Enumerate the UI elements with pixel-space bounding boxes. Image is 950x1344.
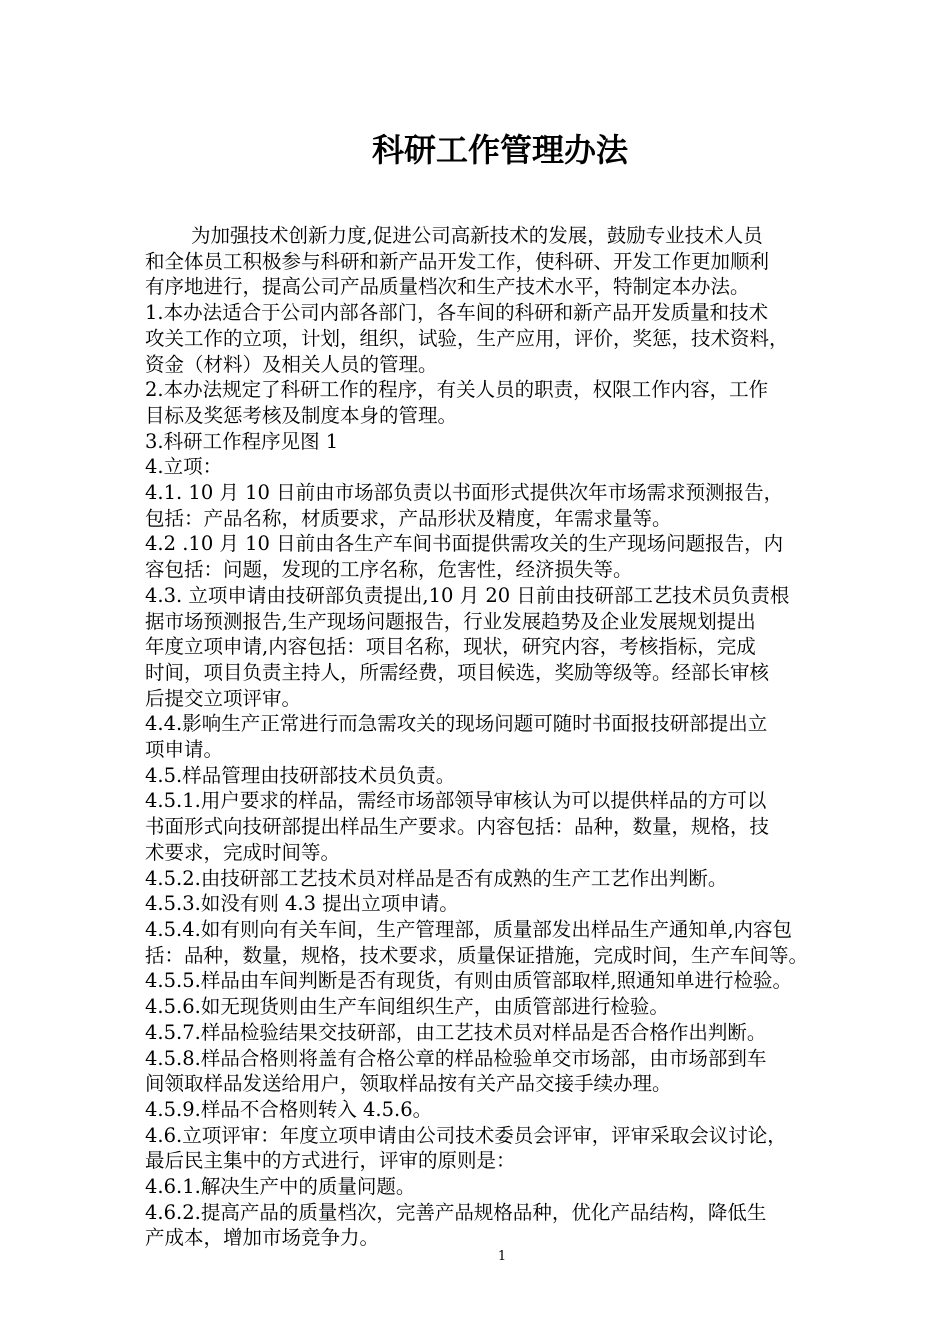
body-line: 4.1. 10 月 10 日前由市场部负责以书面形式提供次年市场需求预测报告， (145, 481, 784, 505)
body-line: 4.5.6.如无现货则由生产车间组织生产，由质管部进行检验。 (145, 995, 669, 1019)
document-body (145, 223, 905, 1251)
body-line: 为加强技术创新力度,促进公司高新技术的发展，鼓励专业技术人员 (191, 224, 763, 247)
body-line: 和全体员工积极参与科研和新产品开发工作，使科研、开发工作更加顺利 (145, 249, 770, 273)
body-line: 4.2 .10 月 10 日前由各生产车间书面提供需攻关的生产现场问题报告，内 (145, 532, 784, 556)
body-line: 4.5.8.样品合格则将盖有合格公章的样品检验单交市场部，由市场部到车 (145, 1046, 767, 1070)
body-line: 4.5.4.如有则向有关车间，生产管理部，质量部发出样品生产通知单,内容包 (145, 917, 793, 941)
body-line: 4.6.2.提高产品的质量档次，完善产品规格品种，优化产品结构，降低生 (145, 1200, 767, 1224)
body-line: 4.5.9.样品不合格则转入 4.5.6。 (145, 1097, 433, 1121)
body-line: 时间，项目负责主持人，所需经费，项目候选，奖励等级等。经部长审核 (145, 660, 770, 684)
body-line: 3.科研工作程序见图 1 (145, 429, 339, 453)
body-line: 4.5.1.用户要求的样品，需经市场部领导审核认为可以提供样品的方可以 (145, 789, 767, 813)
body-line: 4.4.影响生产正常进行而急需攻关的现场问题可随时书面报技研部提出立 (145, 712, 768, 736)
body-line: 据市场预测报告,生产现场问题报告，行业发展趋势及企业发展规划提出 (145, 609, 756, 633)
body-line: 1.本办法适合于公司内部各部门，各车间的科研和新产品开发质量和技术 (145, 301, 769, 325)
body-line: 项申请。 (145, 738, 224, 762)
body-line: 书面形式向技研部提出样品生产要求。内容包括：品种，数量，规格，技 (145, 815, 770, 839)
body-line: 4.5.3.如没有则 4.3 提出立项申请。 (145, 892, 459, 916)
body-line: 年度立项申请,内容包括：项目名称，现状，研究内容，考核指标，完成 (145, 635, 756, 659)
body-line: 最后民主集中的方式进行，评审的原则是： (145, 1149, 516, 1173)
body-line: 后提交立项评审。 (145, 686, 302, 710)
body-line: 资金（材料）及相关人员的管理。 (145, 352, 438, 376)
body-line: 4.5.2.由技研部工艺技术员对样品是否有成熟的生产工艺作出判断。 (145, 866, 728, 890)
document-title: 科研工作管理办法 (371, 131, 628, 169)
body-line: 间领取样品发送给用户，领取样品按有关产品交接手续办理。 (145, 1072, 672, 1096)
body-line: 4.6.立项评审：年度立项申请由公司技术委员会评审，评审采取会议讨论， (145, 1123, 787, 1147)
body-line: 4.5.样品管理由技研部技术员负责。 (145, 763, 456, 787)
body-line: 4.6.1.解决生产中的质量问题。 (145, 1175, 416, 1199)
body-line: 4.立项： (145, 455, 223, 479)
body-line: 攻关工作的立项，计划，组织，试验，生产应用，评价，奖惩，技术资料， (145, 326, 789, 350)
body-line: 有序地进行，提高公司产品质量档次和生产技术水平，特制定本办法。 (145, 275, 750, 299)
body-line: 容包括：问题，发现的工序名称，危害性，经济损失等。 (145, 558, 633, 582)
body-line: 4.3. 立项申请由技研部负责提出,10 月 20 日前由技研部工艺技术员负责根 (145, 583, 790, 607)
body-line: 包括：产品名称，材质要求，产品形状及精度，年需求量等。 (145, 506, 672, 530)
page-number: 1 (497, 1249, 507, 1264)
body-line: 4.5.5.样品由车间判断是否有现货，有则由质管部取样,照通知单进行检验。 (145, 969, 793, 993)
body-line: 产成本，增加市场竞争力。 (145, 1226, 380, 1250)
body-line: 目标及奖惩考核及制度本身的管理。 (145, 403, 458, 427)
body-line: 2.本办法规定了科研工作的程序，有关人员的职责，权限工作内容，工作 (145, 378, 769, 402)
body-line: 术要求，完成时间等。 (145, 840, 341, 864)
body-line: 4.5.7.样品检验结果交技研部，由工艺技术员对样品是否合格作出判断。 (145, 1020, 767, 1044)
body-line: 括：品种，数量，规格，技术要求，质量保证措施，完成时间，生产车间等。 (145, 943, 809, 967)
